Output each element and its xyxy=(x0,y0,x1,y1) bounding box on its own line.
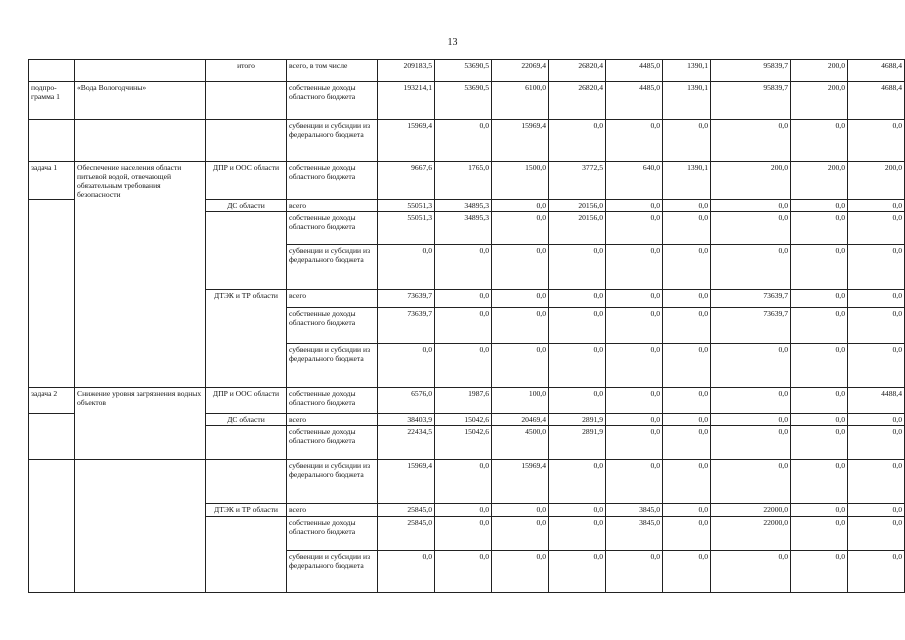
value-cell: 0,0 xyxy=(492,290,549,308)
value-cell: 200,0 xyxy=(848,162,905,200)
value-cell: 1987,6 xyxy=(435,388,492,414)
org-cell: ДС области xyxy=(206,200,287,212)
value-cell: 20469,4 xyxy=(492,414,549,426)
value-cell: 4485,0 xyxy=(606,82,663,120)
value-cell: 0,0 xyxy=(663,388,711,414)
value-cell: 38403,9 xyxy=(378,414,435,426)
source-cell: всего xyxy=(287,290,378,308)
table-row xyxy=(29,388,905,414)
value-cell: 1390,1 xyxy=(663,162,711,200)
value-cell: 0,0 xyxy=(711,426,791,460)
value-cell: 1390,1 xyxy=(663,60,711,82)
category-cell xyxy=(29,60,75,82)
category-cell: подпро-грамма 1 xyxy=(29,82,75,120)
value-cell: 0,0 xyxy=(606,308,663,344)
source-cell: всего, в том числе xyxy=(287,60,378,82)
value-cell: 0,0 xyxy=(435,120,492,162)
value-cell: 0,0 xyxy=(848,120,905,162)
value-cell: 0,0 xyxy=(791,245,848,290)
value-cell: 0,0 xyxy=(606,245,663,290)
category-cell: задача 1 xyxy=(29,162,75,200)
value-cell: 0,0 xyxy=(663,290,711,308)
value-cell: 3845,0 xyxy=(606,517,663,551)
value-cell: 0,0 xyxy=(435,551,492,593)
org-cell: ДС области xyxy=(206,414,287,426)
value-cell: 0,0 xyxy=(663,414,711,426)
value-cell: 0,0 xyxy=(791,414,848,426)
source-cell: субвенции и субсидии из федерального бюджета xyxy=(287,245,378,290)
value-cell: 0,0 xyxy=(791,504,848,517)
source-cell: субвенции и субсидии из федерального бюджета xyxy=(287,344,378,388)
table-row xyxy=(29,162,905,200)
value-cell: 0,0 xyxy=(663,120,711,162)
value-cell: 25845,0 xyxy=(378,504,435,517)
value-cell: 100,0 xyxy=(492,388,549,414)
value-cell: 22000,0 xyxy=(711,504,791,517)
value-cell: 0,0 xyxy=(606,212,663,245)
value-cell: 0,0 xyxy=(663,344,711,388)
value-cell: 0,0 xyxy=(848,504,905,517)
value-cell: 0,0 xyxy=(435,460,492,504)
description-cell xyxy=(75,460,206,593)
value-cell: 0,0 xyxy=(711,344,791,388)
value-cell: 0,0 xyxy=(492,308,549,344)
value-cell: 73639,7 xyxy=(711,308,791,344)
value-cell: 1765,0 xyxy=(435,162,492,200)
org-cell xyxy=(206,517,287,593)
value-cell: 55051,3 xyxy=(378,200,435,212)
value-cell: 34895,3 xyxy=(435,212,492,245)
value-cell: 4485,0 xyxy=(606,60,663,82)
value-cell: 26820,4 xyxy=(549,60,606,82)
category-cell: задача 2 xyxy=(29,388,75,414)
value-cell: 0,0 xyxy=(606,200,663,212)
org-cell xyxy=(206,82,287,120)
description-cell: Обеспечение населения области питьевой водой, отвечающей обязательным требования безопасности xyxy=(75,162,206,388)
value-cell: 4488,4 xyxy=(848,388,905,414)
table-row xyxy=(29,460,905,504)
value-cell: 193214,1 xyxy=(378,82,435,120)
source-cell: собственные доходы областного бюджета xyxy=(287,308,378,344)
value-cell: 0,0 xyxy=(848,212,905,245)
value-cell: 4500,0 xyxy=(492,426,549,460)
value-cell: 0,0 xyxy=(791,120,848,162)
value-cell: 6100,0 xyxy=(492,82,549,120)
value-cell: 0,0 xyxy=(848,200,905,212)
value-cell: 200,0 xyxy=(791,162,848,200)
source-cell: всего xyxy=(287,200,378,212)
value-cell: 22434,5 xyxy=(378,426,435,460)
value-cell: 0,0 xyxy=(549,460,606,504)
source-cell: всего xyxy=(287,504,378,517)
value-cell: 0,0 xyxy=(549,517,606,551)
category-cell xyxy=(29,200,75,388)
value-cell: 0,0 xyxy=(791,290,848,308)
value-cell: 0,0 xyxy=(848,460,905,504)
value-cell: 0,0 xyxy=(663,308,711,344)
category-cell xyxy=(29,120,75,162)
value-cell: 26820,4 xyxy=(549,82,606,120)
source-cell: всего xyxy=(287,414,378,426)
value-cell: 95839,7 xyxy=(711,82,791,120)
value-cell: 0,0 xyxy=(378,245,435,290)
value-cell: 0,0 xyxy=(606,120,663,162)
table-row xyxy=(29,82,905,120)
value-cell: 0,0 xyxy=(848,517,905,551)
value-cell: 0,0 xyxy=(848,551,905,593)
value-cell: 0,0 xyxy=(378,551,435,593)
value-cell: 0,0 xyxy=(791,517,848,551)
value-cell: 0,0 xyxy=(435,245,492,290)
value-cell: 9667,6 xyxy=(378,162,435,200)
value-cell: 0,0 xyxy=(791,344,848,388)
org-cell xyxy=(206,120,287,162)
value-cell: 22069,4 xyxy=(492,60,549,82)
value-cell: 0,0 xyxy=(549,308,606,344)
source-cell: собственные доходы областного бюджета xyxy=(287,162,378,200)
value-cell: 0,0 xyxy=(549,504,606,517)
value-cell: 0,0 xyxy=(549,290,606,308)
table-row xyxy=(29,60,905,82)
value-cell: 209183,5 xyxy=(378,60,435,82)
value-cell: 640,0 xyxy=(606,162,663,200)
source-cell: собственные доходы областного бюджета xyxy=(287,212,378,245)
value-cell: 34895,3 xyxy=(435,200,492,212)
value-cell: 0,0 xyxy=(435,517,492,551)
value-cell: 1390,1 xyxy=(663,82,711,120)
value-cell: 200,0 xyxy=(791,60,848,82)
value-cell: 0,0 xyxy=(492,551,549,593)
org-cell xyxy=(206,460,287,504)
source-cell: собственные доходы областного бюджета xyxy=(287,388,378,414)
budget-table xyxy=(28,59,905,593)
value-cell: 200,0 xyxy=(711,162,791,200)
value-cell: 0,0 xyxy=(711,551,791,593)
value-cell: 0,0 xyxy=(492,504,549,517)
value-cell: 0,0 xyxy=(606,290,663,308)
value-cell: 4688,4 xyxy=(848,82,905,120)
value-cell: 0,0 xyxy=(606,344,663,388)
page-number: 13 xyxy=(447,37,458,48)
category-cell xyxy=(29,460,75,593)
value-cell: 0,0 xyxy=(711,460,791,504)
value-cell: 0,0 xyxy=(663,517,711,551)
value-cell: 0,0 xyxy=(549,245,606,290)
value-cell: 0,0 xyxy=(663,460,711,504)
value-cell: 0,0 xyxy=(435,344,492,388)
value-cell: 6576,0 xyxy=(378,388,435,414)
value-cell: 0,0 xyxy=(663,504,711,517)
description-cell: Снижение уровня загрязнения водных объектов xyxy=(75,388,206,460)
org-cell: ДПР и ООС области xyxy=(206,162,287,200)
org-cell xyxy=(206,426,287,460)
value-cell: 73639,7 xyxy=(378,308,435,344)
value-cell: 0,0 xyxy=(378,344,435,388)
value-cell: 1500,0 xyxy=(492,162,549,200)
value-cell: 0,0 xyxy=(663,212,711,245)
value-cell: 2891,9 xyxy=(549,414,606,426)
value-cell: 0,0 xyxy=(848,344,905,388)
org-cell: итого xyxy=(206,60,287,82)
source-cell: собственные доходы областного бюджета xyxy=(287,82,378,120)
value-cell: 15969,4 xyxy=(378,460,435,504)
value-cell: 53690,5 xyxy=(435,82,492,120)
value-cell: 0,0 xyxy=(848,290,905,308)
value-cell: 15969,4 xyxy=(492,120,549,162)
value-cell: 15969,4 xyxy=(492,460,549,504)
value-cell: 0,0 xyxy=(492,200,549,212)
value-cell: 0,0 xyxy=(606,551,663,593)
table-row xyxy=(29,120,905,162)
description-cell xyxy=(75,60,206,82)
value-cell: 0,0 xyxy=(711,414,791,426)
value-cell: 0,0 xyxy=(492,245,549,290)
value-cell: 0,0 xyxy=(606,388,663,414)
value-cell: 0,0 xyxy=(791,388,848,414)
value-cell: 0,0 xyxy=(791,212,848,245)
value-cell: 95839,7 xyxy=(711,60,791,82)
value-cell: 0,0 xyxy=(549,388,606,414)
value-cell: 0,0 xyxy=(791,200,848,212)
value-cell: 15969,4 xyxy=(378,120,435,162)
value-cell: 0,0 xyxy=(791,308,848,344)
description-cell xyxy=(75,120,206,162)
value-cell: 0,0 xyxy=(492,212,549,245)
value-cell: 20156,0 xyxy=(549,200,606,212)
value-cell: 53690,5 xyxy=(435,60,492,82)
value-cell: 3772,5 xyxy=(549,162,606,200)
value-cell: 0,0 xyxy=(435,504,492,517)
value-cell: 4688,4 xyxy=(848,60,905,82)
source-cell: собственные доходы областного бюджета xyxy=(287,426,378,460)
value-cell: 0,0 xyxy=(848,245,905,290)
source-cell: субвенции и субсидии из федерального бюджета xyxy=(287,460,378,504)
value-cell: 73639,7 xyxy=(711,290,791,308)
value-cell: 20156,0 xyxy=(549,212,606,245)
category-cell xyxy=(29,414,75,460)
value-cell: 0,0 xyxy=(848,426,905,460)
value-cell: 22000,0 xyxy=(711,517,791,551)
value-cell: 0,0 xyxy=(606,426,663,460)
value-cell: 0,0 xyxy=(848,414,905,426)
value-cell: 15042,6 xyxy=(435,426,492,460)
description-cell: «Вода Вологодчины» xyxy=(75,82,206,120)
value-cell: 0,0 xyxy=(711,120,791,162)
source-cell: субвенции и субсидии из федерального бюджета xyxy=(287,120,378,162)
value-cell: 0,0 xyxy=(492,517,549,551)
value-cell: 0,0 xyxy=(791,460,848,504)
value-cell: 0,0 xyxy=(549,551,606,593)
value-cell: 200,0 xyxy=(791,82,848,120)
value-cell: 0,0 xyxy=(663,426,711,460)
source-cell: собственные доходы областного бюджета xyxy=(287,517,378,551)
value-cell: 0,0 xyxy=(606,414,663,426)
value-cell: 0,0 xyxy=(711,245,791,290)
value-cell: 25845,0 xyxy=(378,517,435,551)
value-cell: 2891,9 xyxy=(549,426,606,460)
value-cell: 0,0 xyxy=(663,245,711,290)
value-cell: 0,0 xyxy=(663,200,711,212)
value-cell: 0,0 xyxy=(492,344,549,388)
org-cell: ДТЭК и ТР области xyxy=(206,504,287,517)
value-cell: 0,0 xyxy=(711,388,791,414)
value-cell: 3845,0 xyxy=(606,504,663,517)
value-cell: 0,0 xyxy=(606,460,663,504)
org-cell xyxy=(206,212,287,290)
value-cell: 0,0 xyxy=(711,212,791,245)
value-cell: 73639,7 xyxy=(378,290,435,308)
value-cell: 0,0 xyxy=(848,308,905,344)
source-cell: субвенции и субсидии из федерального бюджета xyxy=(287,551,378,593)
value-cell: 0,0 xyxy=(435,290,492,308)
value-cell: 0,0 xyxy=(549,344,606,388)
value-cell: 0,0 xyxy=(549,120,606,162)
value-cell: 0,0 xyxy=(791,551,848,593)
value-cell: 55051,3 xyxy=(378,212,435,245)
value-cell: 0,0 xyxy=(435,308,492,344)
value-cell: 0,0 xyxy=(663,551,711,593)
value-cell: 15042,6 xyxy=(435,414,492,426)
org-cell: ДПР и ООС области xyxy=(206,388,287,414)
org-cell: ДТЭК и ТР области xyxy=(206,290,287,388)
value-cell: 0,0 xyxy=(791,426,848,460)
value-cell: 0,0 xyxy=(711,200,791,212)
